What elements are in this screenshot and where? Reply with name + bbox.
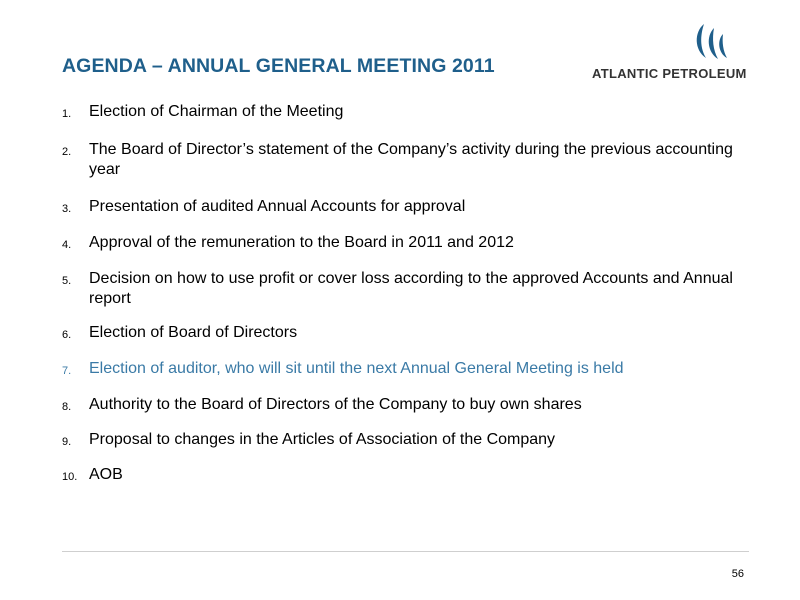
footer-divider [62, 551, 749, 552]
agenda-item-text: Proposal to changes in the Articles of Association of the Company [89, 431, 556, 448]
agenda-item-2 [62, 140, 762, 180]
agenda-item-number: 4. [62, 239, 72, 251]
agenda-item-number: 8. [62, 401, 72, 413]
atlantic-wave-logo-icon [692, 22, 734, 64]
page-number: 56 [731, 568, 744, 580]
agenda-item-text: Election of Board of Directors [89, 324, 298, 341]
agenda-item-9 [62, 430, 762, 450]
agenda-item-10 [62, 465, 762, 485]
agenda-item-number: 10. [62, 471, 78, 483]
logo-text: ATLANTIC PETROLEUM [592, 66, 747, 81]
agenda-item-number: 6. [62, 329, 72, 341]
agenda-item-number: 7. [62, 365, 72, 377]
agenda-item-4 [62, 233, 762, 253]
agenda-item-1 [62, 102, 762, 122]
agenda-item-number: 2. [62, 146, 72, 158]
agenda-item-text: Election of auditor, who will sit until the next Annual General Meeting is held [89, 360, 624, 377]
agenda-item-number: 1. [62, 108, 72, 120]
agenda-item-text: The Board of Director’s statement of the Company’s activity during the previous accounting year [89, 141, 733, 178]
agenda-item-5 [62, 269, 762, 309]
agenda-item-number: 3. [62, 203, 72, 215]
agenda-item-text: Approval of the remuneration to the Board in 2011 and 2012 [89, 234, 514, 251]
agenda-item-6 [62, 323, 762, 343]
slide-title: AGENDA – ANNUAL GENERAL MEETING 2011 [62, 55, 495, 77]
agenda-item-7 [62, 359, 762, 379]
agenda-item-number: 9. [62, 436, 72, 448]
agenda-item-text: Decision on how to use profit or cover loss according to the approved Accounts and Annual report [89, 270, 733, 307]
agenda-item-text: Presentation of audited Annual Accounts for approval [89, 198, 466, 215]
agenda-item-number: 5. [62, 275, 72, 287]
company-logo [592, 22, 764, 84]
agenda-item-text: AOB [89, 466, 123, 483]
agenda-item-text: Election of Chairman of the Meeting [89, 103, 344, 120]
agenda-item-3 [62, 197, 762, 217]
agenda-item-8 [62, 395, 762, 415]
agenda-item-text: Authority to the Board of Directors of the Company to buy own shares [89, 396, 582, 413]
